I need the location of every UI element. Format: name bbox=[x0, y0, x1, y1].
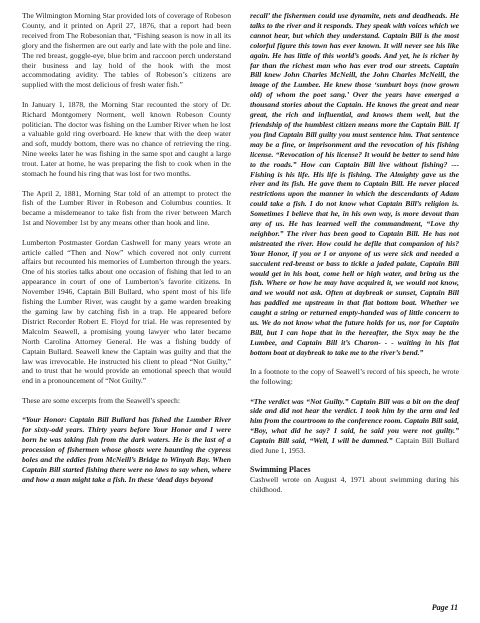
right-column bbox=[250, 11, 459, 505]
paragraph-norment-ring: In January 1, 1878, the Morning Star recounted the story of Dr. Richard Montgomery Norment, well known Robeson County politician. The doctor was fishing on the Lumber River when he lost a valuable gold ring overboard. He knew that with the deep water and soft, muddy bottom, there was no chance of retrieving the ring. Nine weeks later he was fishing in the same spot and caught a large trout. Later at home, he was preparing the fish to cook when in the stomach he found his ring that was lost for two months. bbox=[22, 99, 231, 179]
paragraph-swimming: Cashwell wrote on August 4, 1971 about swimming during his childhood. bbox=[250, 475, 459, 495]
paragraph-speech-excerpt-start: “Your Honor: Captain Bill Bullard has fished the Lumber River for sixty-odd years. Thirty years before Your Honor and I were born he was taking fish from the dark waters. He is the last of a procession of fishermen whose ghosts were haunting the cypress boles and the eddies from McNeill’s Bridge to Winyah Bay. When Captain Bill started fishing there were no laws to say when, where and how a man might take a fish. In these ‘dead days beyond bbox=[22, 415, 231, 484]
paragraph-wilmington-morning-star: The Wilmington Morning Star provided lots of coverage of Robeson County, and it printed on April 27, 1876, that a report had been received from The Robesonian that, “Fishing season is now in all its glory and the fishermen are out early and late with the pole and line. The red breast, goggle-eye, blue brim and raccoon perch understand their business and lay hold of the hook with the most accommodating avidity. The tables of Robeson’s citizens are supplied with the most delicious of fresh water fish.” bbox=[22, 11, 231, 90]
paragraph-speech-intro: These are some excerpts from the Seawell’s speech: bbox=[22, 395, 180, 405]
paragraph-fish-protection-1881: The April 2, 1881, Morning Star told of an attempt to protect the fish of the Lumber River in Robeson and Columbus counties. It became a misdemeanor to take fish from the river between March 1st and November 1st by any means other than hook and line. bbox=[22, 188, 231, 228]
paragraph-speech-excerpt-continued: recall’ the fishermen could use dynamite, nets and deadheads. He talks to the river and it responds. They speak with voices which we cannot hear, but which they understand. Captain Bill is the most colorful figure this town has ever known. It will never see his like again. He has little of this world’s goods. And yet, he is richer by far than the richest man who has ever trod our streets. Captain Bill knew John Charles McNeill, the John Charles McNeill, the image of the Lumbee. He knew those ‘sunburt boys (now grown old) of whom the poet sang.’ Over the years have emerged a thousand stories about the Captain. He knows the great and near great, the rich and influential, and knows them well, but the friendship of the humblest citizen means more the Captain Bill. If you find Captain Bill guilty you must sentence him. That sentence may be a fine, or imprisonment and the revocation of his fishing license. “Revocation of his license? It would be better to send him to the roads.” How can Captain Bill live without fishing? --- Fishing is his life. His life is fishing. The Almighty gave us the river and its fish. He gave them to Captain Bill. He never placed restrictions upon the manner in which the descendants of Adam could take a fish. I do not know what Captain Bill’s religion is. Sometimes I believe that he, in his own way, is more devout than any of us. He has learned well the commandment, “Love thy neighbor.” The river has been good to Captain Bill. He has not mistreated the river. How could he defile that companion of his? Your Honor, if you or I or anyone of us were sick and needed a succulent red-breast or bass to tickle a jaded palate, Captain Bill would get in his boat, come hell or high water, and bring us the fish. Where or how he may have acquired it, we would not know, and we would not ask. Often at daybreak or sunset, Captain Bill has paddled me upstream in that flat bottom boat. Whether we caught a string or returned empty-handed was of little concern to us. We do not know what the future holds for us, nor for Captain Bill, but I can hope that in the hereafter, the Styx may be the Lumbee, and Captain Bill it’s Charon- - - waiting in his flat bottom boat at daybreak to take me to the river’s bend.” bbox=[250, 11, 459, 357]
paragraph-footnote-intro: In a footnote to the copy of Seawell’s record of his speech, he wrote the following: bbox=[250, 367, 459, 387]
document-page bbox=[22, 11, 459, 612]
bullard-death-note: Captain Bill Bullard died June 1, 1953. bbox=[250, 436, 459, 456]
section-heading-swimming-places: Swimming Places bbox=[250, 465, 311, 475]
left-column bbox=[22, 11, 231, 494]
paragraph-cashwell-then-and-now: Lumberton Postmaster Gordan Cashwell for many years wrote an article called “Then and Now” which covered not only current affairs but recounted his memories of Lumberton through the years. One of his stories talks about one occasion of fishing that led to an appearance in court of one of Lumberton’s favorite citizens. In November 1946, Captain Bill Bullard, who spent most of his life fishing the Lumber River, was caught by a game warden breaking the gaming law by catching fish in a trap. He appeared before District Recorder Robert E. Floyd for trial. He was represented by Malcolm Seawell, a promising young lawyer who later became North Carolina Attorney General. He was a fishing buddy of Captain Bullard. Seawell knew the Captain was guilty and that the law was irrevocable. He instructed his client to plead “Not Guilty,” and to trust that he would provide an emotional speech that would end in a pronouncement of “Not Guilty.” bbox=[22, 237, 231, 386]
verdict-quote: “The verdict was “Not Guilty.” Captain Bill was a bit on the deaf side and did not hear the verdict. I took him by the arm and led him from the courtroom to the conference room. Captain Bill said, “Boy, what did he say? I said, he said you were not guilty.” Captain Bill said, “Well, I will be damned.” bbox=[250, 396, 459, 446]
page-number: Page 11 bbox=[431, 603, 458, 612]
paragraph-verdict bbox=[250, 397, 459, 456]
